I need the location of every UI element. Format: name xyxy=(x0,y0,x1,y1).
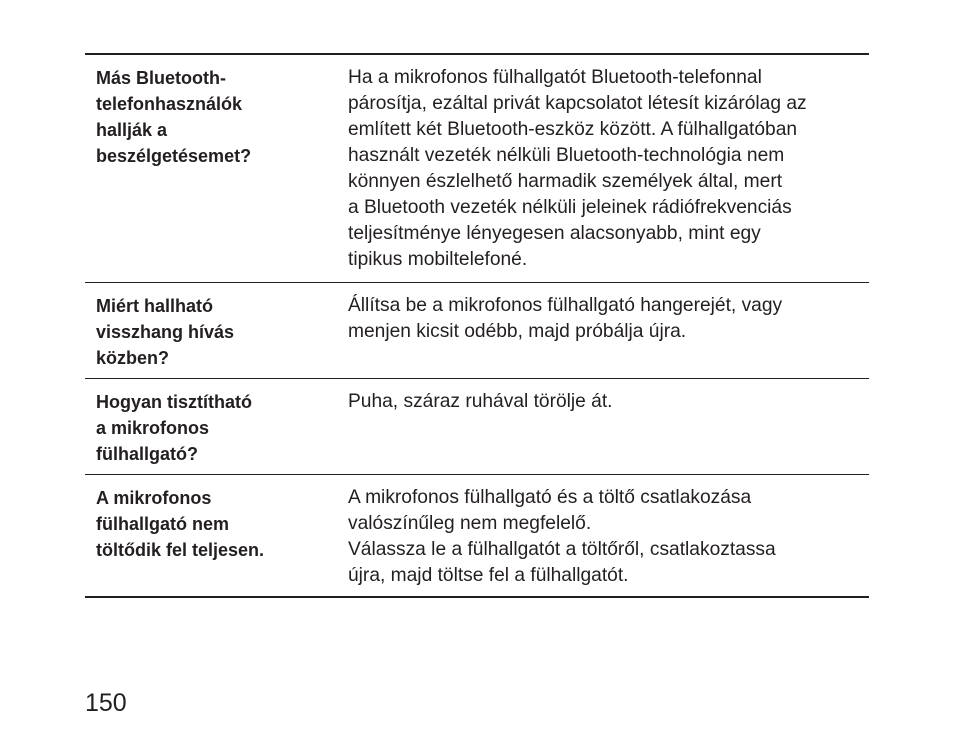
question-line: A mikrofonos xyxy=(96,487,212,508)
answer-line: párosítja, ezáltal privát kapcsolatot létesít kizárólag az xyxy=(348,93,807,114)
question-cell xyxy=(85,474,337,597)
question-line: Miért hallható xyxy=(96,295,214,316)
answer-line: teljesítménye lényegesen alacsonyabb, mint egy xyxy=(348,223,761,244)
answer-line: könnyen észlelhető harmadik személyek által, mert xyxy=(348,171,783,192)
question-line: telefonhasználók xyxy=(96,94,243,114)
question-line: fülhallgató? xyxy=(96,443,198,464)
question-line: töltődik fel teljesen. xyxy=(96,539,265,560)
question-cell xyxy=(85,378,337,474)
answer-cell xyxy=(337,378,869,474)
question-line: Más Bluetooth- xyxy=(96,68,226,88)
question-line: beszélgetésemet? xyxy=(96,146,252,166)
answer-line: menjen kicsit odébb, majd próbálja újra. xyxy=(348,320,687,342)
answer-line: újra, majd töltse fel a fülhallgatót. xyxy=(348,564,629,586)
answer-line: A mikrofonos fülhallgató és a töltő csatlakozása xyxy=(348,486,752,508)
answer-cell xyxy=(337,474,869,597)
faq-table xyxy=(85,53,869,598)
question-line: a mikrofonos xyxy=(96,417,210,438)
answer-line: említett két Bluetooth-eszköz között. A fülhallgatóban xyxy=(348,119,798,140)
question-cell xyxy=(85,282,337,378)
answer-cell xyxy=(337,54,869,282)
faq-row xyxy=(85,54,869,282)
question-line: Hogyan tisztítható xyxy=(96,391,252,412)
answer-line: használt vezeték nélküli Bluetooth-technológia nem xyxy=(348,145,785,166)
answer-line: Puha, száraz ruhával törölje át. xyxy=(348,390,613,412)
question-line: hallják a xyxy=(96,120,168,140)
answer-line: Ha a mikrofonos fülhallgatót Bluetooth-telefonnal xyxy=(348,67,762,88)
question-line: közben? xyxy=(96,347,170,368)
question-line: fülhallgató nem xyxy=(96,513,230,534)
faq-row xyxy=(85,378,869,474)
page-number: 150 xyxy=(85,689,127,717)
answer-line: a Bluetooth vezeték nélküli jeleinek rádiófrekvenciás xyxy=(348,197,792,218)
answer-line: Állítsa be a mikrofonos fülhallgató hangerejét, vagy xyxy=(348,294,783,316)
answer-line: Válassza le a fülhallgatót a töltőről, csatlakoztassa xyxy=(348,538,776,560)
answer-line: tipikus mobiltelefoné. xyxy=(348,249,528,270)
answer-line: valószínűleg nem megfelelő. xyxy=(348,512,592,534)
faq-row xyxy=(85,474,869,597)
question-line: visszhang hívás xyxy=(96,321,235,342)
question-cell xyxy=(85,54,337,282)
answer-cell xyxy=(337,282,869,378)
faq-row xyxy=(85,282,869,378)
